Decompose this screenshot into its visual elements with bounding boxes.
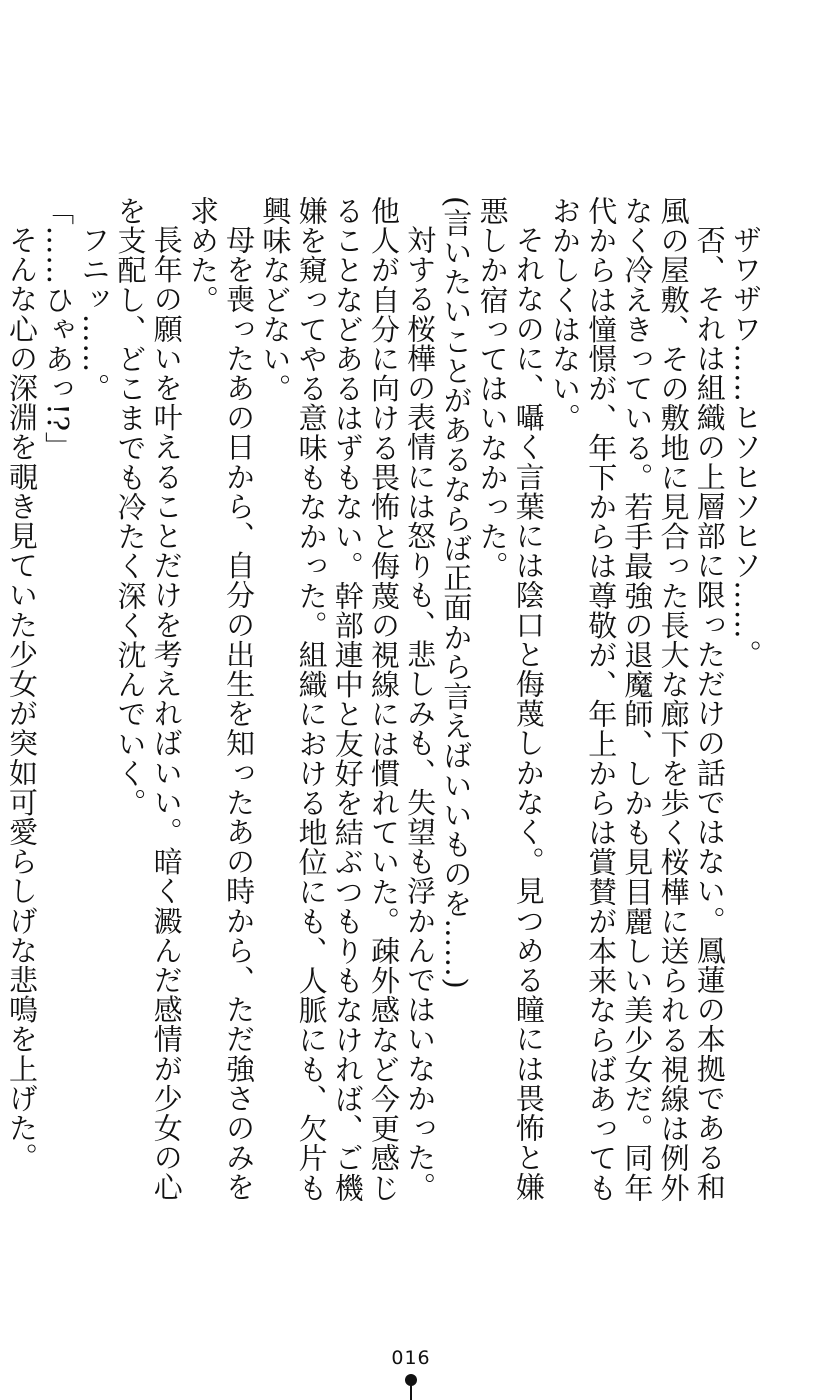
paragraph-9-dialogue: 「……ひゃあっ!?」	[41, 196, 76, 462]
paragraph-1: ザワザワ……ヒソヒソヒソ……。	[729, 225, 763, 669]
paragraph-7: 長年の願いを叶えることだけを考えればいい。暗く澱んだ感情が少女の心を支配し、どこまでも冷たく深く沈んでいく。	[113, 196, 184, 1202]
page-marker-line	[410, 1376, 412, 1400]
paragraph-6: 母を喪ったあの日から、自分の出生を知ったあの時から、ただ強さのみを求めた。	[185, 196, 257, 1202]
paragraph-5: 対する桜樺の表情には怒りも、悲しみも、失望も浮かんではいなかった。他人が自分に向ける畏怖と侮蔑の視線には慣れていた。疎外感など今更感じることなどあるはずもない。幹部連中と友好を結ぶつもりもなければ、ご機嫌を窺ってやる意味もなかった。組織における地位にも、人脈にも、欠片も興味などない。	[258, 196, 438, 1203]
paragraph-10: そんな心の深淵を覗き見ていた少女が突如可愛らしげな悲鳴を上げた。	[4, 225, 39, 1173]
paragraph-8: フニッ……。	[77, 225, 112, 403]
vertical-text-block	[4, 196, 764, 1226]
page-number: 016	[391, 1347, 431, 1369]
paragraph-2: 否、それは組織の上層部に限っただけの話ではない。鳳蓮の本拠である和風の屋敷、その敷地に見合った長大な廊下を歩く桜樺に送られる視線は例外なく冷えきっている。若手最強の退魔師、しかも見目麗しい美少女だ。同年代からは憧憬が、年下からは尊敬が、年上からは賞賛が本来ならばあってもおかしくはない。	[547, 196, 727, 1203]
paragraph-3: それなのに、囁く言葉には陰口と侮蔑しかなく。見つめる瞳には畏怖と嫌悪しか宿ってはいなかった。	[475, 196, 546, 1202]
paragraph-4-thought: (言いたいことがあるならば正面から言えばいいものを……)	[439, 196, 474, 990]
